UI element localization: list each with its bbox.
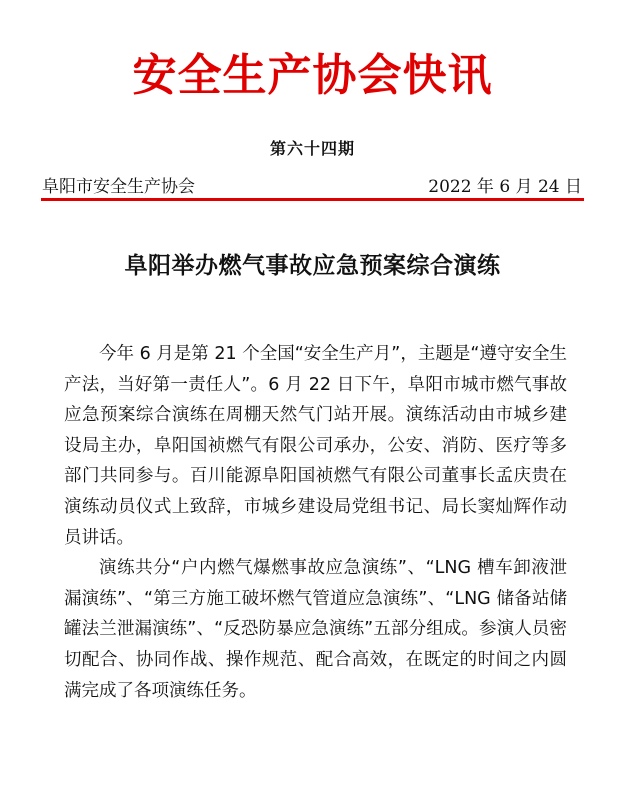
publisher-name: 阜阳市安全生产协会 xyxy=(42,177,195,197)
article-title: 阜阳举办燃气事故应急预案综合演练 xyxy=(124,253,501,279)
masthead-title: 安全生产协会快讯 xyxy=(132,50,493,101)
meta-row xyxy=(42,172,582,197)
header-divider xyxy=(41,198,584,201)
article-body xyxy=(64,339,567,706)
issue-number: 第六十四期 xyxy=(269,139,355,158)
publish-date: 2022 年 6 月 24 日 xyxy=(428,177,582,197)
article-paragraph: 今年 6 月是第 21 个全国“安全生产月”，主题是“遵守安全生产法，当好第一责任人”。6 月 22 日下午，阜阳市城市燃气事故应急预案综合演练在周棚天然气门站开展。演练活动由市城乡建设局主办，阜阳国祯燃气有限公司承办，公安、消防、医疗等多部门共同参与。百川能源阜阳国祯燃气有限公司董事长孟庆贵在演练动员仪式上致辞，市城乡建设局党组书记、局长窦灿辉作动员讲话。 xyxy=(64,344,567,548)
article-paragraph: 演练共分“户内燃气爆燃事故应急演练”、“LNG 槽车卸液泄漏演练”、“第三方施工破坏燃气管道应急演练”、“LNG 储备站储罐法兰泄漏演练”、“反恐防暴应急演练”五部分组成。参演人员密切配合、协同作战、操作规范、配合高效，在既定的时间之内圆满完成了各项演练任务。 xyxy=(64,558,567,701)
